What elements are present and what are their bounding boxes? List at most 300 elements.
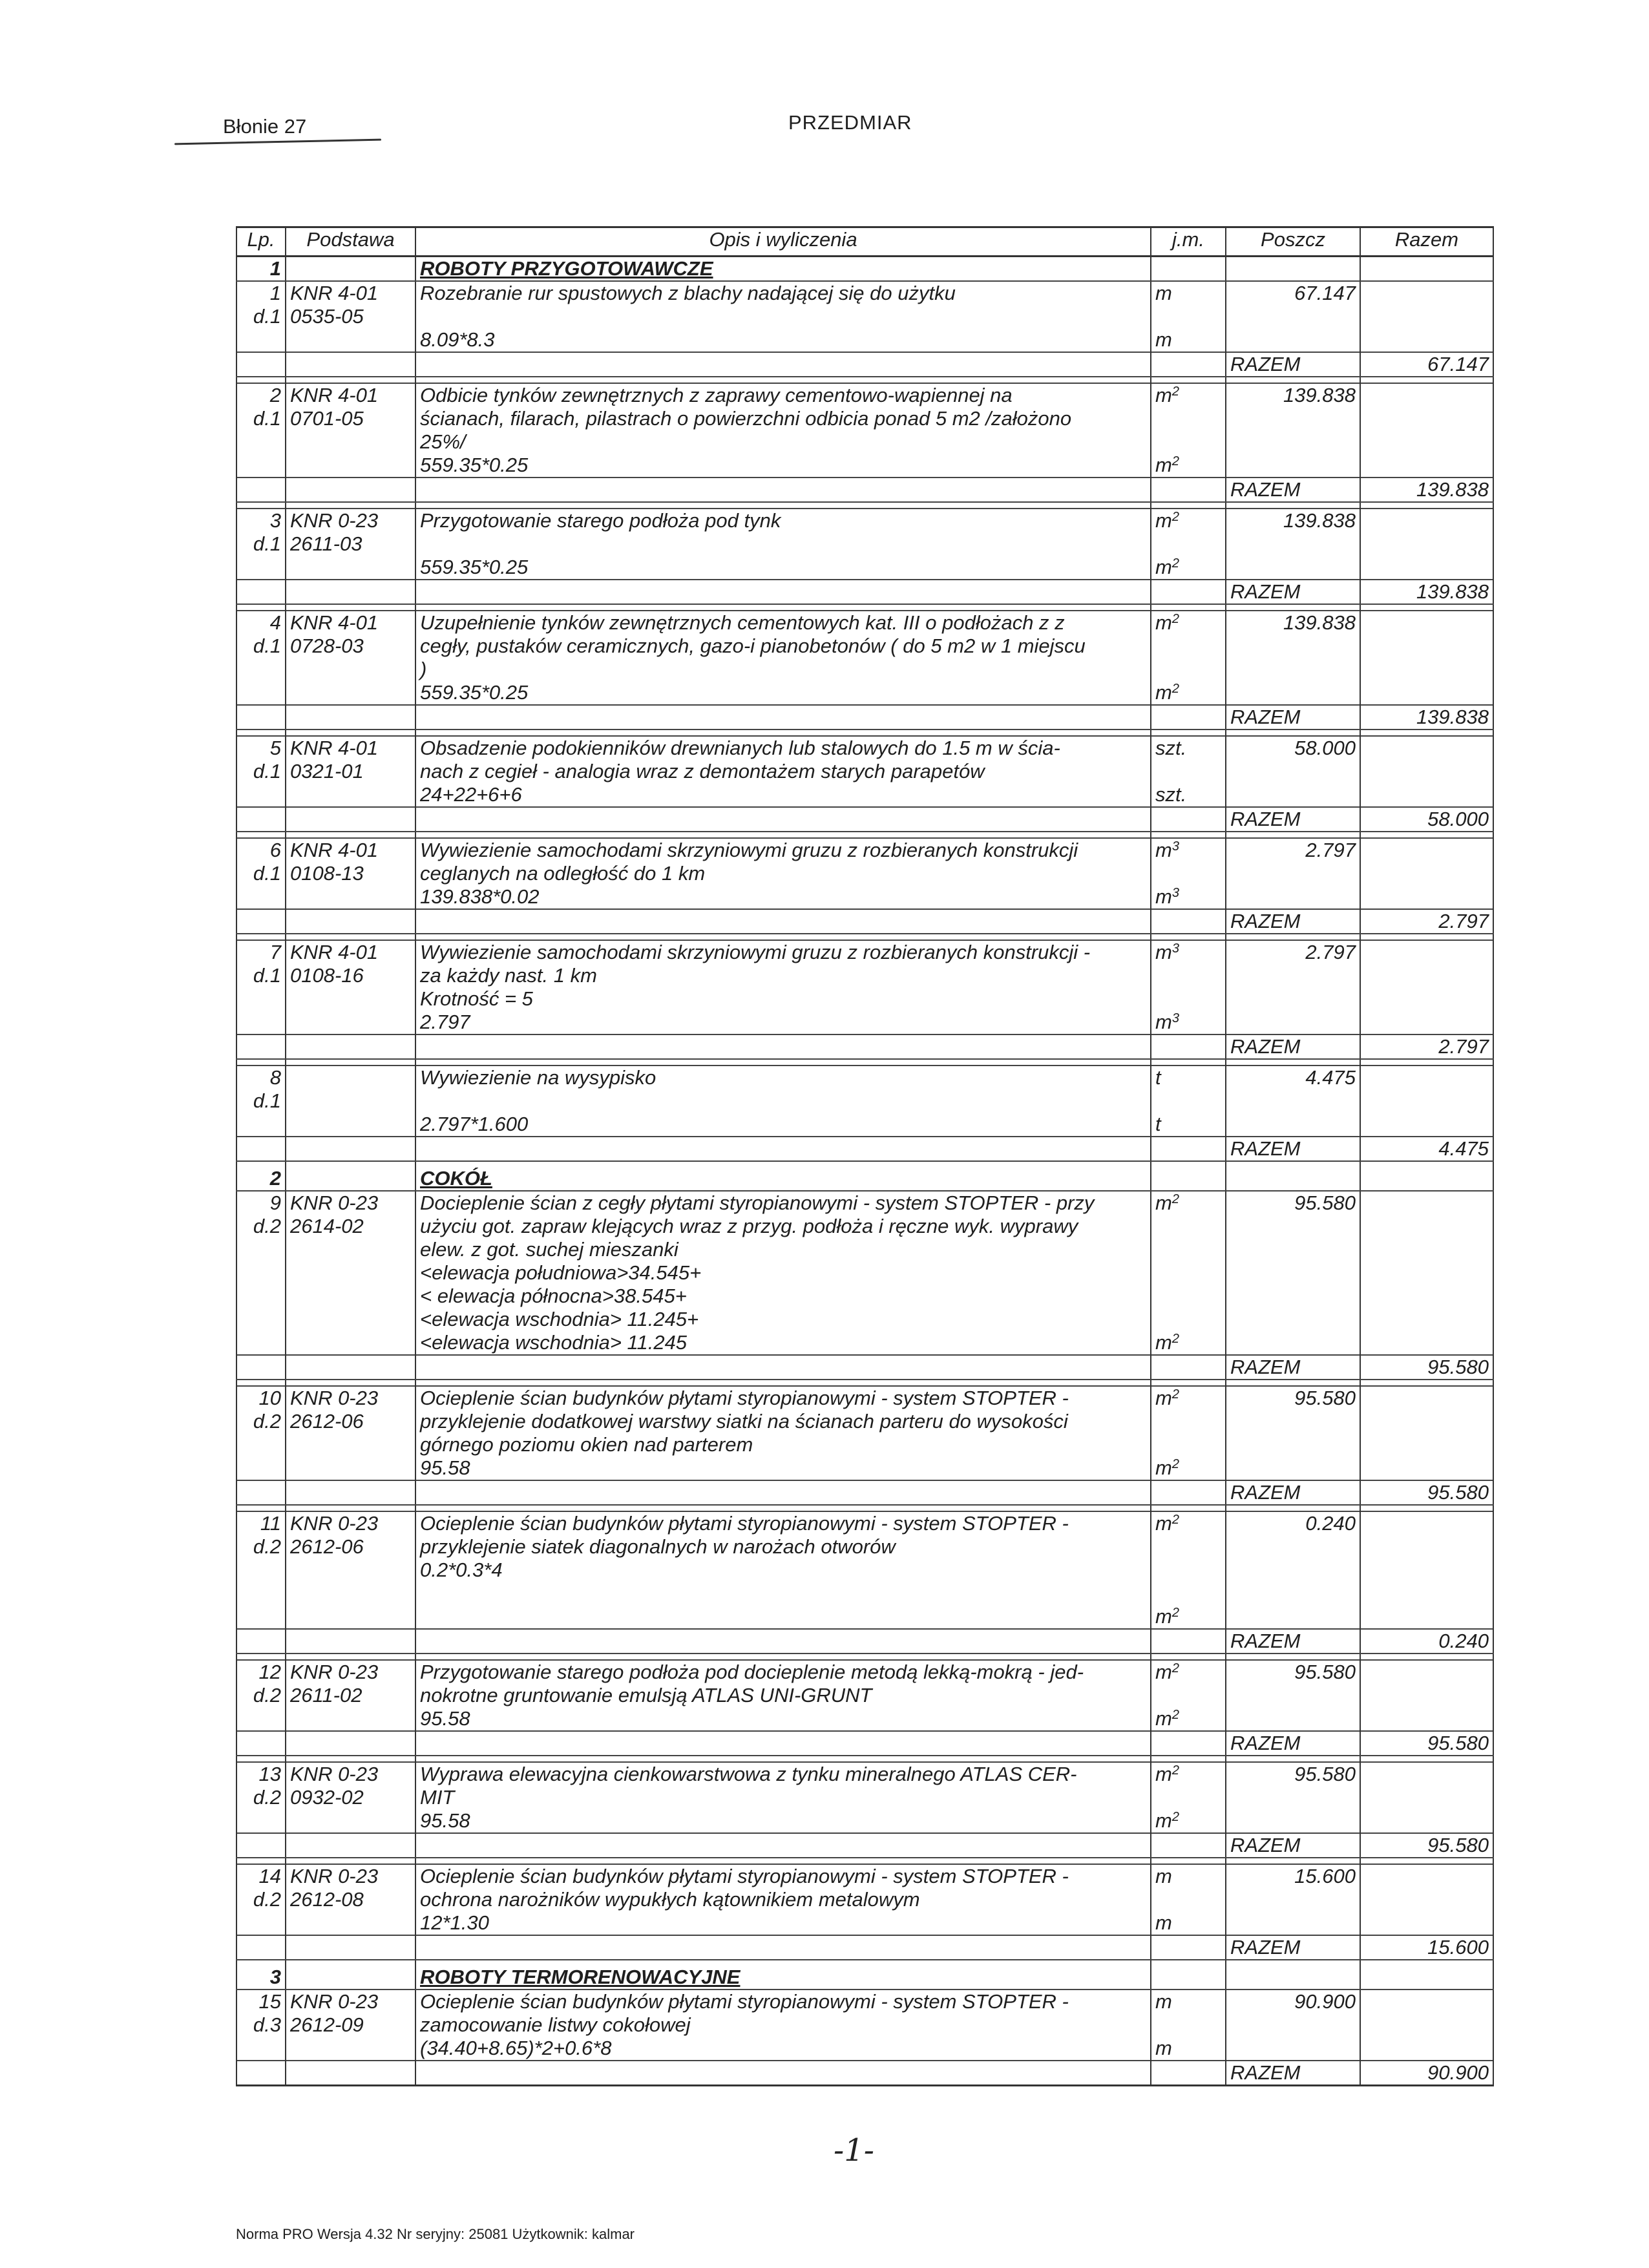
item-row <box>236 1191 1493 1355</box>
unit-exponent: 2 <box>1171 384 1179 399</box>
empty-cell <box>286 909 415 934</box>
quantity-value: 0.240 <box>1305 1512 1356 1535</box>
empty-cell <box>1226 502 1360 509</box>
item-number <box>236 383 286 478</box>
item-basis <box>286 611 415 705</box>
quantity-stack <box>1230 1512 1356 1535</box>
empty-cell <box>1226 934 1360 940</box>
empty-cell <box>1360 1858 1493 1864</box>
empty-cell <box>286 352 415 377</box>
description-line: Ocieplenie ścian budynków płytami styropianowymi - system STOPTER - <box>420 1990 1069 2013</box>
empty-cell <box>1151 502 1226 509</box>
empty-cell <box>286 730 415 736</box>
unit <box>1155 681 1221 704</box>
calculation-line: 95.58 <box>420 1809 470 1832</box>
item-number <box>236 509 286 580</box>
unit-text: m <box>1155 328 1172 351</box>
razem-label: RAZEM <box>1226 807 1360 832</box>
item-lp: 1 <box>269 282 281 304</box>
spacer-row <box>236 1059 1493 1066</box>
empty-cell <box>1360 940 1493 1034</box>
razem-label: RAZEM <box>1226 478 1360 502</box>
empty-cell <box>1151 1629 1226 1654</box>
empty-cell <box>1226 1756 1360 1762</box>
empty-cell <box>1226 1858 1360 1864</box>
spacer-row <box>236 1960 1493 1966</box>
quantity-value: 139.838 <box>1283 384 1356 406</box>
basis-line: KNR 0-23 <box>290 1512 379 1535</box>
empty-cell <box>415 705 1151 730</box>
basis-line: 2611-03 <box>290 532 362 555</box>
unit-text: m <box>1155 839 1172 861</box>
razem-value: 4.475 <box>1360 1137 1493 1161</box>
col-razem: Razem <box>1360 227 1493 257</box>
empty-cell <box>236 1380 286 1386</box>
item-unit <box>1151 281 1226 352</box>
empty-cell <box>286 1935 415 1960</box>
spacer-row <box>236 1380 1493 1386</box>
empty-cell <box>1226 1167 1360 1191</box>
empty-cell <box>415 1731 1151 1756</box>
empty-cell <box>236 1137 286 1161</box>
unit <box>1155 1763 1221 1786</box>
unit-stack <box>1155 611 1221 704</box>
empty-cell <box>236 1960 286 1966</box>
item-chapter: d.1 <box>253 964 281 987</box>
empty-cell <box>286 1480 415 1505</box>
empty-cell <box>415 807 1151 832</box>
basis-line: KNR 0-23 <box>290 1661 379 1683</box>
unit-stack <box>1155 941 1221 1034</box>
empty-cell <box>415 377 1151 383</box>
razem-value: 15.600 <box>1360 1935 1493 1960</box>
empty-cell <box>1360 1161 1493 1167</box>
item-unit <box>1151 611 1226 705</box>
unit-text: m <box>1155 941 1172 963</box>
empty-cell <box>286 1629 415 1654</box>
item-description <box>415 1386 1151 1480</box>
unit-exponent: 2 <box>1171 1606 1179 1620</box>
item-basis <box>286 281 415 352</box>
calculation-line: 12*1.30 <box>420 1911 489 1934</box>
basis-line: KNR 0-23 <box>290 1990 379 2013</box>
empty-cell <box>286 478 415 502</box>
item-number <box>236 1511 286 1629</box>
item-basis <box>286 1990 415 2061</box>
description-line: Rozebranie rur spustowych z blachy nadającej się do użytku <box>420 282 956 304</box>
empty-cell <box>415 1059 1151 1066</box>
empty-cell <box>1360 1762 1493 1833</box>
razem-value: 95.580 <box>1360 1480 1493 1505</box>
quantity-value: 2.797 <box>1305 941 1356 963</box>
item-lp: 12 <box>258 1661 281 1683</box>
razem-value: 0.240 <box>1360 1629 1493 1654</box>
empty-cell <box>286 1034 415 1059</box>
empty-cell <box>286 1505 415 1511</box>
calculation-line: 95.58 <box>420 1456 470 1479</box>
razem-label: RAZEM <box>1226 1034 1360 1059</box>
item-lp: 4 <box>269 611 281 634</box>
empty-cell <box>236 909 286 934</box>
item-number <box>236 611 286 705</box>
unit <box>1155 611 1221 635</box>
description-line: Wywiezienie na wysypisko <box>420 1066 656 1089</box>
empty-cell <box>415 2061 1151 2086</box>
table-header <box>236 227 1493 257</box>
basis-line: KNR 0-23 <box>290 1387 379 1409</box>
quantity-value: 95.580 <box>1294 1192 1356 1214</box>
razem-label: RAZEM <box>1226 705 1360 730</box>
spacer-row <box>236 730 1493 736</box>
item-row <box>236 838 1493 909</box>
empty-cell <box>236 1629 286 1654</box>
empty-cell <box>1360 377 1493 383</box>
empty-cell <box>236 1731 286 1756</box>
handwritten-underline <box>174 139 381 145</box>
col-lp: Lp. <box>236 227 286 257</box>
item-unit <box>1151 1762 1226 1833</box>
basis-line: 0932-02 <box>290 1786 364 1809</box>
spacer-row <box>236 377 1493 383</box>
razem-label: RAZEM <box>1226 909 1360 934</box>
empty-cell <box>236 580 286 604</box>
quantity-stack <box>1230 509 1356 532</box>
empty-cell <box>1226 1960 1360 1966</box>
quantity-stack <box>1230 1661 1356 1684</box>
empty-cell <box>1151 909 1226 934</box>
unit-text: m <box>1155 1331 1172 1354</box>
description-line: za każdy nast. 1 km <box>420 964 597 987</box>
item-row <box>236 281 1493 352</box>
razem-value: 2.797 <box>1360 1034 1493 1059</box>
quantity-stack <box>1230 1066 1356 1089</box>
item-chapter: d.2 <box>253 1215 281 1237</box>
quantity-value: 15.600 <box>1294 1865 1356 1887</box>
empty-cell <box>415 1480 1151 1505</box>
quantity-stack <box>1230 282 1356 305</box>
spacer-row <box>236 934 1493 940</box>
item-basis <box>286 1864 415 1935</box>
basis-line: KNR 4-01 <box>290 384 379 406</box>
section-title: ROBOTY PRZYGOTOWAWCZE <box>415 257 1151 282</box>
empty-cell <box>286 580 415 604</box>
empty-cell <box>1360 257 1493 282</box>
empty-cell <box>1226 377 1360 383</box>
unit <box>1155 1456 1221 1480</box>
col-opis: Opis i wyliczenia <box>415 227 1151 257</box>
unit-text: m <box>1155 2037 1172 2059</box>
item-row <box>236 736 1493 807</box>
empty-cell <box>236 1654 286 1660</box>
item-lp: 6 <box>269 839 281 861</box>
item-basis <box>286 1386 415 1480</box>
razem-value: 95.580 <box>1360 1731 1493 1756</box>
unit-exponent: 2 <box>1171 682 1179 696</box>
item-description <box>415 838 1151 909</box>
description-line: Obsadzenie podokienników drewnianych lub stalowych do 1.5 m w ścia- <box>420 737 1060 759</box>
calculation-line: 2.797*1.600 <box>420 1113 529 1135</box>
item-number <box>236 838 286 909</box>
razem-row <box>236 478 1493 502</box>
col-poszcz: Poszcz <box>1226 227 1360 257</box>
basis-line: KNR 4-01 <box>290 611 379 634</box>
item-lp: 8 <box>269 1066 281 1089</box>
empty-cell <box>1151 1756 1226 1762</box>
empty-cell <box>286 1966 415 1990</box>
item-chapter: d.2 <box>253 1410 281 1433</box>
item-chapter: d.2 <box>253 1786 281 1809</box>
quantity-value: 95.580 <box>1294 1763 1356 1785</box>
item-chapter: d.1 <box>253 760 281 782</box>
unit-stack <box>1155 384 1221 477</box>
item-quantity <box>1226 611 1360 705</box>
empty-cell <box>1151 1355 1226 1380</box>
empty-cell <box>415 1833 1151 1858</box>
razem-row <box>236 1731 1493 1756</box>
empty-cell <box>236 934 286 940</box>
empty-cell <box>286 2061 415 2086</box>
razem-value: 95.580 <box>1360 1833 1493 1858</box>
empty-cell <box>286 1833 415 1858</box>
description-line: ochrona narożników wypukłych kątownikiem metalowym <box>420 1888 920 1911</box>
spacer-row <box>236 1654 1493 1660</box>
item-lp: 14 <box>258 1865 281 1887</box>
spacer-row <box>236 1756 1493 1762</box>
empty-cell <box>1360 1960 1493 1966</box>
item-quantity <box>1226 1386 1360 1480</box>
quantity-stack <box>1230 1865 1356 1888</box>
empty-cell <box>1151 580 1226 604</box>
item-lp: 11 <box>260 1512 281 1535</box>
unit-text: m <box>1155 611 1172 634</box>
empty-cell <box>1226 1059 1360 1066</box>
razem-value: 95.580 <box>1360 1355 1493 1380</box>
empty-cell <box>1151 1167 1226 1191</box>
razem-row <box>236 1480 1493 1505</box>
empty-cell <box>236 1833 286 1858</box>
razem-row <box>236 1034 1493 1059</box>
empty-cell <box>286 1654 415 1660</box>
razem-label: RAZEM <box>1226 1629 1360 1654</box>
item-quantity <box>1226 1660 1360 1731</box>
item-chapter: d.1 <box>253 532 281 555</box>
empty-cell <box>236 502 286 509</box>
item-basis <box>286 940 415 1034</box>
item-number <box>236 1990 286 2061</box>
empty-cell <box>415 1756 1151 1762</box>
unit-exponent: 2 <box>1171 556 1179 571</box>
item-quantity <box>1226 1762 1360 1833</box>
razem-label: RAZEM <box>1226 1833 1360 1858</box>
unit-text: m <box>1155 1809 1172 1832</box>
unit-exponent: 3 <box>1171 1011 1179 1025</box>
empty-cell <box>236 1161 286 1167</box>
basis-line: KNR 4-01 <box>290 839 379 861</box>
empty-cell <box>286 1059 415 1066</box>
item-row <box>236 1990 1493 2061</box>
empty-cell <box>1151 1137 1226 1161</box>
item-number <box>236 1386 286 1480</box>
unit-stack <box>1155 1066 1221 1136</box>
empty-cell <box>1360 383 1493 478</box>
unit <box>1155 1113 1221 1136</box>
calculation-line: 559.35*0.25 <box>420 556 529 578</box>
item-description <box>415 736 1151 807</box>
spacer-row <box>236 1858 1493 1864</box>
razem-label: RAZEM <box>1226 1355 1360 1380</box>
empty-cell <box>415 1654 1151 1660</box>
empty-cell <box>415 909 1151 934</box>
empty-cell <box>236 1935 286 1960</box>
description-line: cegły, pustaków ceramicznych, gazo-i pianobetonów ( do 5 m2 w 1 miejscu <box>420 635 1086 657</box>
basis-line: KNR 0-23 <box>290 1192 379 1214</box>
empty-cell <box>236 1059 286 1066</box>
item-row <box>236 1066 1493 1137</box>
empty-cell <box>1151 705 1226 730</box>
empty-cell <box>1151 934 1226 940</box>
empty-cell <box>1151 377 1226 383</box>
unit-text: m <box>1155 1911 1172 1934</box>
empty-cell <box>1360 1505 1493 1511</box>
quantity-stack <box>1230 839 1356 862</box>
empty-cell <box>415 1960 1151 1966</box>
item-number <box>236 736 286 807</box>
item-basis <box>286 1191 415 1355</box>
basis-line: 0728-03 <box>290 635 364 657</box>
item-row <box>236 509 1493 580</box>
empty-cell <box>1226 1380 1360 1386</box>
unit <box>1155 454 1221 477</box>
empty-cell <box>1151 2061 1226 2086</box>
unit-text: m <box>1155 1387 1172 1409</box>
unit-stack <box>1155 1512 1221 1628</box>
razem-row <box>236 1935 1493 1960</box>
item-chapter: d.1 <box>253 862 281 885</box>
item-lp: 3 <box>269 509 281 532</box>
item-row <box>236 611 1493 705</box>
unit-exponent: 3 <box>1171 941 1179 956</box>
razem-row <box>236 705 1493 730</box>
empty-cell <box>286 1756 415 1762</box>
description-line: ) <box>420 658 427 680</box>
unit-text: m <box>1155 1661 1172 1683</box>
unit-text: m <box>1155 556 1172 578</box>
razem-value: 139.838 <box>1360 580 1493 604</box>
item-row <box>236 1864 1493 1935</box>
unit-exponent: 2 <box>1171 612 1179 626</box>
unit-text: m <box>1155 681 1172 704</box>
basis-line: 2614-02 <box>290 1215 364 1237</box>
empty-cell <box>1226 1654 1360 1660</box>
item-number <box>236 1864 286 1935</box>
empty-cell <box>1226 1966 1360 1990</box>
quantity-stack <box>1230 1387 1356 1410</box>
unit <box>1155 1387 1221 1410</box>
description-line: Przygotowanie starego podłoża pod tynk <box>420 509 781 532</box>
item-unit <box>1151 1066 1226 1137</box>
section-row <box>236 1167 1493 1191</box>
item-basis <box>286 383 415 478</box>
razem-label: RAZEM <box>1226 1731 1360 1756</box>
calculation-line: 559.35*0.25 <box>420 681 529 704</box>
description-line <box>420 305 1146 328</box>
razem-value: 90.900 <box>1360 2061 1493 2086</box>
empty-cell <box>286 1380 415 1386</box>
unit-exponent: 2 <box>1171 510 1179 524</box>
item-chapter: d.2 <box>253 1535 281 1558</box>
calculation-line: <elewacja wschodnia> 11.245+ <box>420 1308 699 1330</box>
item-number <box>236 1191 286 1355</box>
item-unit <box>1151 383 1226 478</box>
empty-cell <box>1151 1858 1226 1864</box>
description-line: zamocowanie listwy cokołowej <box>420 2013 691 2036</box>
description-line: Wywiezienie samochodami skrzyniowymi gruzu z rozbieranych konstrukcji <box>420 839 1078 861</box>
empty-cell <box>286 604 415 611</box>
empty-cell <box>286 807 415 832</box>
document-location: Błonie 27 <box>223 115 307 138</box>
item-row <box>236 940 1493 1034</box>
empty-cell <box>415 502 1151 509</box>
empty-cell <box>1360 934 1493 940</box>
empty-cell <box>415 1935 1151 1960</box>
empty-cell <box>1360 736 1493 807</box>
item-quantity <box>1226 838 1360 909</box>
empty-cell <box>415 478 1151 502</box>
quantity-value: 139.838 <box>1283 509 1356 532</box>
unit <box>1155 1865 1221 1888</box>
unit-exponent: 2 <box>1171 1708 1179 1722</box>
empty-cell <box>415 604 1151 611</box>
description-line: nokrotne gruntowanie emulsją ATLAS UNI-GRUNT <box>420 1684 872 1706</box>
empty-cell <box>1360 730 1493 736</box>
item-unit <box>1151 1191 1226 1355</box>
basis-line: KNR 4-01 <box>290 941 379 963</box>
item-unit <box>1151 940 1226 1034</box>
description-line: elew. z got. suchej mieszanki <box>420 1238 678 1261</box>
empty-cell <box>286 377 415 383</box>
item-lp: 2 <box>269 384 281 406</box>
razem-label: RAZEM <box>1226 1480 1360 1505</box>
razem-label: RAZEM <box>1226 1137 1360 1161</box>
item-basis <box>286 736 415 807</box>
unit-exponent: 2 <box>1171 1457 1179 1471</box>
unit-text: m <box>1155 885 1172 908</box>
basis-line: 0535-05 <box>290 305 364 328</box>
unit-text: m <box>1155 1512 1172 1535</box>
unit-stack <box>1155 1990 1221 2060</box>
empty-cell <box>1360 509 1493 580</box>
unit-exponent: 3 <box>1171 886 1179 900</box>
unit <box>1155 1011 1221 1034</box>
description-line: użyciu got. zapraw klejących wraz z przyg. podłoża i ręczne wyk. wyprawy <box>420 1215 1078 1237</box>
description-line: MIT <box>420 1786 455 1809</box>
empty-cell <box>286 1137 415 1161</box>
basis-line: 2612-06 <box>290 1410 364 1433</box>
unit <box>1155 1331 1221 1354</box>
empty-cell <box>286 1167 415 1191</box>
unit-exponent: 2 <box>1171 1763 1179 1778</box>
empty-cell <box>1360 604 1493 611</box>
item-number <box>236 1660 286 1731</box>
empty-cell <box>236 705 286 730</box>
unit <box>1155 384 1221 407</box>
empty-cell <box>1151 1935 1226 1960</box>
empty-cell <box>1151 604 1226 611</box>
unit <box>1155 1192 1221 1215</box>
description-line: Przygotowanie starego podłoża pod docieplenie metodą lekką-mokrą - jed- <box>420 1661 1084 1683</box>
item-description <box>415 1990 1151 2061</box>
item-number <box>236 281 286 352</box>
